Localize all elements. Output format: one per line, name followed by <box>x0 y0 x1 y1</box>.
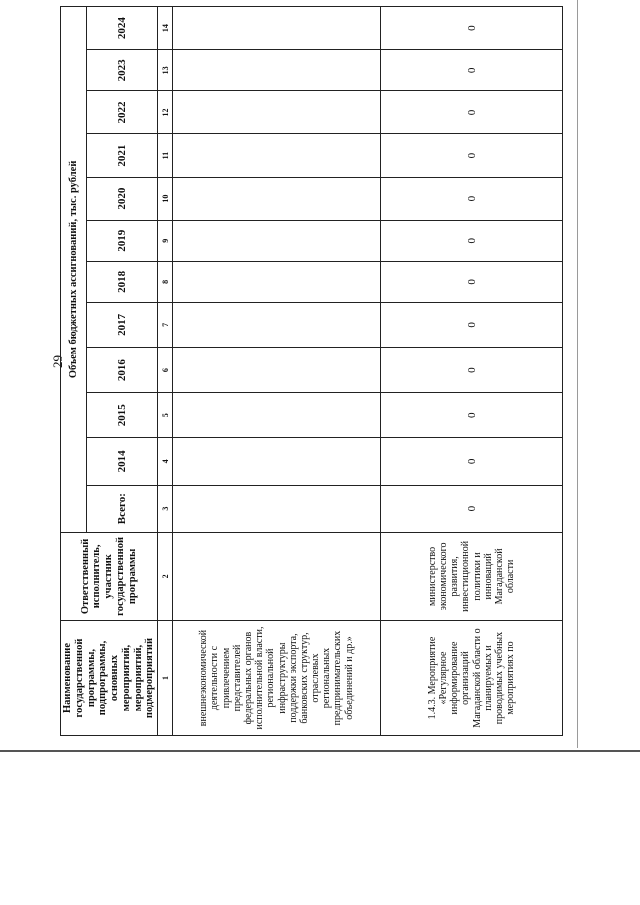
column-number: 10 <box>158 177 173 220</box>
row-value: 0 <box>381 438 563 485</box>
row-executor: министерство экономического развития, инвестиционной политики и инноваций Магаданской области <box>381 532 563 620</box>
table-row <box>381 7 563 736</box>
row-value <box>173 220 381 261</box>
header-year: 2019 <box>87 220 158 261</box>
header-year: 2023 <box>87 50 158 91</box>
row-total <box>173 485 381 532</box>
column-number: 13 <box>158 50 173 91</box>
header-year: 2017 <box>87 302 158 347</box>
column-number: 5 <box>158 393 173 438</box>
row-value <box>173 302 381 347</box>
column-number: 8 <box>158 261 173 302</box>
row-value: 0 <box>381 302 563 347</box>
header-budget-title: Объем бюджетных ассигнований, тыс. рублей <box>61 7 87 533</box>
row-name: внешнеэкономической деятельности с привлечением представителей федеральных органов исполнительной власти, региональной инфраструктуры поддержки экспорта, банковских структур, отраслевых региональных предпринимательских объединений и др.» <box>173 621 381 736</box>
row-value: 0 <box>381 348 563 393</box>
row-value <box>173 438 381 485</box>
budget-table <box>60 6 563 736</box>
row-value <box>173 50 381 91</box>
row-value <box>173 177 381 220</box>
row-name: 1.4.3. Мероприятие «Регулярное информирование организаций Магаданской области о планируемых и проводимых учебных мероприятиях по <box>381 621 563 736</box>
row-total: 0 <box>381 485 563 532</box>
header-year: 2016 <box>87 348 158 393</box>
header-executor-column: Ответственный исполнитель, участник государственной программы <box>61 532 158 620</box>
row-value: 0 <box>381 261 563 302</box>
column-number: 14 <box>158 7 173 50</box>
header-year: 2014 <box>87 438 158 485</box>
row-value: 0 <box>381 7 563 50</box>
header-name-column: Наименование государственной программы, подпрограммы, основных мероприятий, мероприятий, подмероприятий <box>61 621 158 736</box>
row-value: 0 <box>381 91 563 134</box>
header-year: 2018 <box>87 261 158 302</box>
header-year: 2021 <box>87 134 158 177</box>
row-value: 0 <box>381 134 563 177</box>
row-value <box>173 261 381 302</box>
row-executor <box>173 532 381 620</box>
column-number: 4 <box>158 438 173 485</box>
row-value <box>173 91 381 134</box>
row-value <box>173 348 381 393</box>
header-year: 2020 <box>87 177 158 220</box>
row-value: 0 <box>381 393 563 438</box>
column-number: 12 <box>158 91 173 134</box>
rotated-page <box>40 0 570 740</box>
row-value <box>173 7 381 50</box>
column-number: 1 <box>158 621 173 736</box>
row-value: 0 <box>381 50 563 91</box>
row-value <box>173 134 381 177</box>
row-value: 0 <box>381 177 563 220</box>
header-total: Всего: <box>87 485 158 532</box>
column-number: 3 <box>158 485 173 532</box>
page-fold-line <box>0 750 640 752</box>
column-number: 6 <box>158 348 173 393</box>
column-number: 7 <box>158 302 173 347</box>
row-value: 0 <box>381 220 563 261</box>
column-number: 9 <box>158 220 173 261</box>
header-year: 2015 <box>87 393 158 438</box>
page-number: 29 <box>50 355 65 368</box>
header-year: 2022 <box>87 91 158 134</box>
column-number: 11 <box>158 134 173 177</box>
table-row <box>173 7 381 736</box>
column-number: 2 <box>158 532 173 620</box>
page-edge-line <box>577 0 578 748</box>
row-value <box>173 393 381 438</box>
header-year: 2024 <box>87 7 158 50</box>
